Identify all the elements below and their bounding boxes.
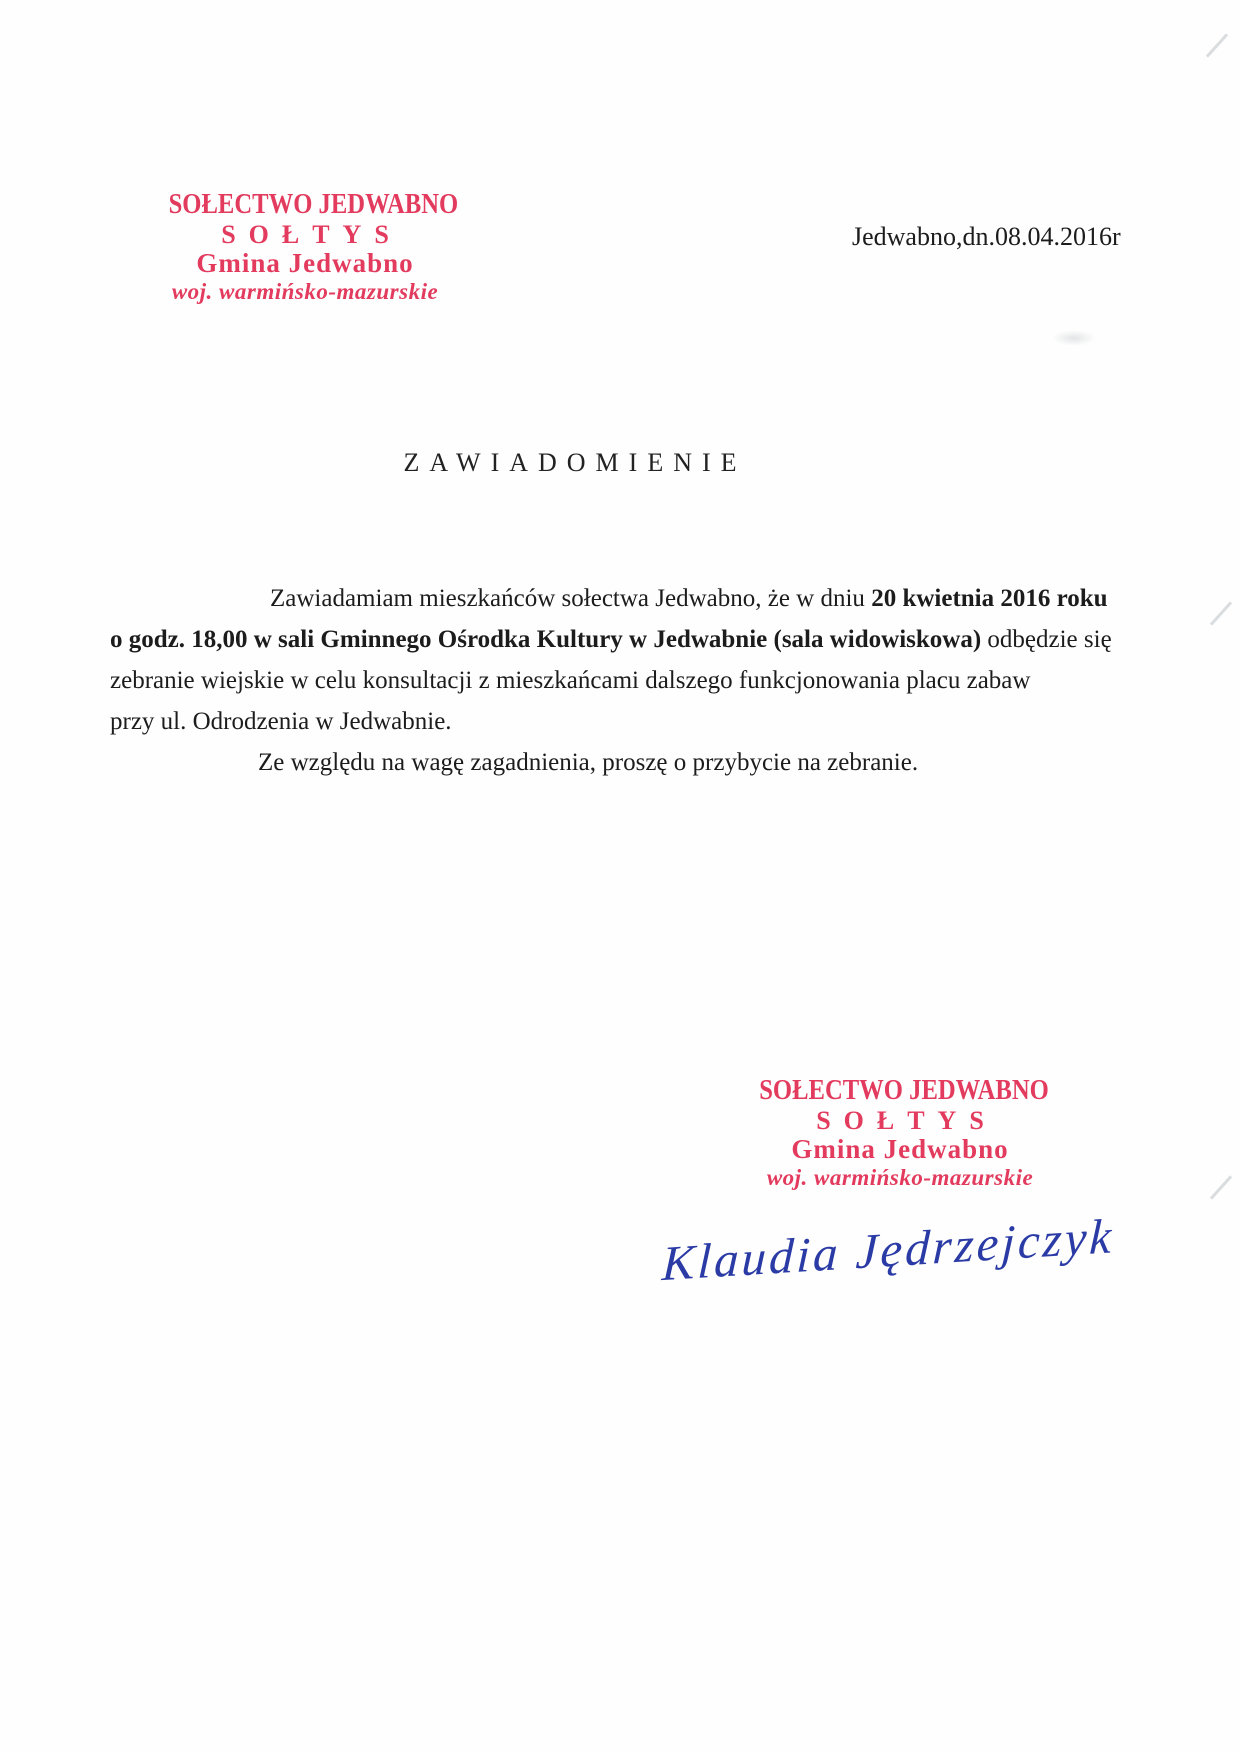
stamp-voivodeship: woj. warmińsko-mazurskie — [766, 1165, 1034, 1191]
scan-artifact — [1210, 601, 1232, 625]
body-text: Zawiadamiam mieszkańców sołectwa Jedwabno, że w dniu — [270, 585, 872, 612]
stamp-municipality: Gmina Jedwabno — [791, 1134, 1009, 1165]
scan-artifact — [1206, 33, 1228, 57]
stamp-org-name: SOŁECTWO JEDWABNO — [168, 189, 459, 220]
scan-smudge — [1052, 330, 1096, 346]
handwritten-signature: Klaudia Jędrzejczyk — [660, 1208, 1116, 1292]
stamp-municipality: Gmina Jedwabno — [196, 248, 414, 279]
official-stamp-top — [150, 190, 460, 304]
official-stamp-bottom — [740, 1076, 1060, 1190]
body-line-3: zebranie wiejskie w celu konsultacji z mieszkańcami dalszego funkcjonowania placu zabaw — [110, 667, 1031, 694]
scan-artifact — [1210, 1175, 1232, 1199]
body-line-1 — [110, 578, 1190, 619]
body-line-5: Ze względu na wagę zagadnienia, proszę o przybycie na zebranie. — [258, 749, 919, 776]
body-text-bold: o godz. 18,00 w sali Gminnego Ośrodka Kultury w Jedwabnie (sala widowiskowa) — [110, 626, 982, 653]
document-title: ZAWIADOMIENIE — [403, 448, 747, 477]
body-line-2 — [110, 619, 1190, 660]
stamp-role: SOŁTYS — [816, 1106, 997, 1136]
body-line-4: przy ul. Odrodzenia w Jedwabnie. — [110, 708, 452, 735]
stamp-org-name: SOŁECTWO JEDWABNO — [759, 1075, 1049, 1106]
stamp-role: SOŁTYS — [221, 220, 402, 250]
date-line: Jedwabno,dn.08.04.2016r — [852, 222, 1121, 251]
letter-body — [110, 578, 1190, 783]
body-text-bold: 20 kwietnia 2016 roku — [871, 585, 1108, 612]
body-text: odbędzie się — [981, 626, 1112, 653]
stamp-voivodeship: woj. warmińsko-mazurskie — [171, 279, 439, 305]
